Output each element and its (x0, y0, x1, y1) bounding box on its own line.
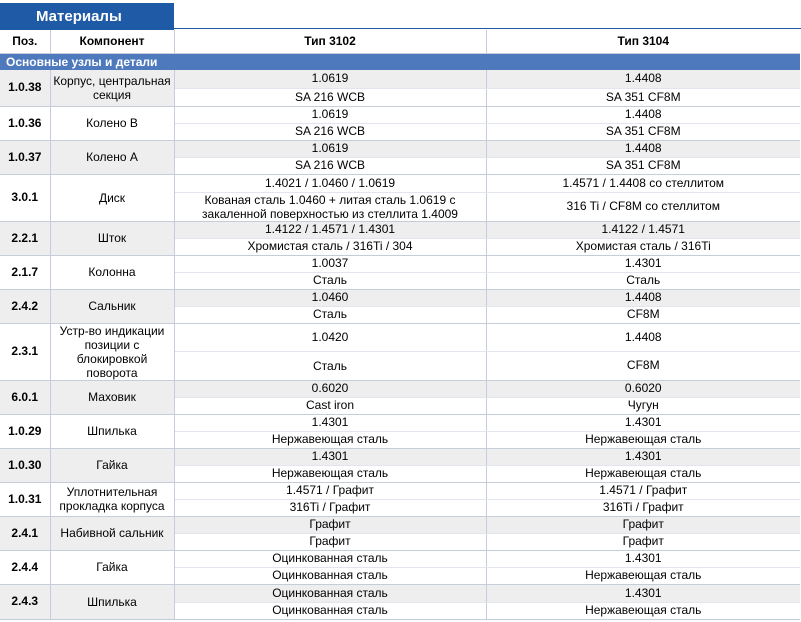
type-3104-material: Нержавеющая сталь (486, 465, 800, 482)
type-3104-material: CF8M (486, 352, 800, 381)
type-3102-material: Сталь (174, 352, 486, 381)
row-pos: 2.2.1 (0, 221, 50, 255)
type-3102-material: SA 216 WCB (174, 123, 486, 140)
type-3104-code: 1.4122 / 1.4571 (486, 221, 800, 238)
type-3104-code: 0.6020 (486, 380, 800, 397)
type-3104-material: SA 351 CF8M (486, 157, 800, 174)
row-component: Колено В (50, 106, 174, 140)
title-divider (174, 28, 801, 29)
table-row (0, 289, 800, 306)
type-3102-material: Сталь (174, 272, 486, 289)
table-row (0, 414, 800, 431)
type-3102-material: Хромистая сталь / 316Ti / 304 (174, 238, 486, 255)
header-pos: Поз. (0, 30, 50, 54)
row-component: Колено А (50, 140, 174, 174)
header-type-3102: Тип 3102 (174, 30, 486, 54)
type-3104-code: 1.4301 (486, 255, 800, 272)
type-3102-material: Графит (174, 533, 486, 550)
table-row (0, 380, 800, 397)
type-3104-code: 1.4301 (486, 584, 800, 602)
table-row (0, 550, 800, 567)
row-pos: 2.4.2 (0, 289, 50, 323)
type-3104-material: Нержавеющая сталь (486, 602, 800, 619)
type-3104-material: SA 351 CF8M (486, 123, 800, 140)
type-3102-code: Оцинкованная сталь (174, 550, 486, 567)
type-3102-material: Нержавеющая сталь (174, 465, 486, 482)
type-3102-material: Оцинкованная сталь (174, 602, 486, 619)
table-row (0, 174, 800, 192)
type-3102-material: Сталь (174, 306, 486, 323)
row-component: Шпилька (50, 414, 174, 448)
row-pos: 1.0.36 (0, 106, 50, 140)
type-3104-code: 1.4408 (486, 289, 800, 306)
header-component: Компонент (50, 30, 174, 54)
type-3104-code: 1.4408 (486, 106, 800, 123)
row-component: Гайка (50, 550, 174, 584)
table-row (0, 448, 800, 465)
type-3104-material: Хромистая сталь / 316Ti (486, 238, 800, 255)
type-3102-code: 1.4021 / 1.0460 / 1.0619 (174, 174, 486, 192)
row-component: Сальник (50, 289, 174, 323)
type-3104-material: Графит (486, 533, 800, 550)
type-3102-code: 1.0460 (174, 289, 486, 306)
type-3102-material: SA 216 WCB (174, 157, 486, 174)
row-component: Шток (50, 221, 174, 255)
row-component: Диск (50, 174, 174, 221)
type-3104-material: Нержавеющая сталь (486, 567, 800, 584)
type-3102-material: Кованая сталь 1.0460 + литая сталь 1.0619 с закаленной поверхностью из стеллита 1.4009 (174, 192, 486, 221)
type-3102-material: Cast iron (174, 397, 486, 414)
row-component: Гайка (50, 448, 174, 482)
row-pos: 2.3.1 (0, 323, 50, 380)
type-3102-material: Нержавеющая сталь (174, 431, 486, 448)
table-row (0, 221, 800, 238)
materials-table (0, 30, 800, 620)
table-row (0, 140, 800, 157)
type-3102-material: SA 216 WCB (174, 88, 486, 106)
row-pos: 1.0.31 (0, 482, 50, 516)
type-3104-material: 316 Ti / CF8M со стеллитом (486, 192, 800, 221)
type-3102-material: Оцинкованная сталь (174, 567, 486, 584)
type-3104-code: 1.4571 / Графит (486, 482, 800, 499)
type-3102-code: 1.0619 (174, 140, 486, 157)
row-pos: 1.0.38 (0, 70, 50, 106)
row-component: Уплотнительная прокладка корпуса (50, 482, 174, 516)
section-label: Основные узлы и детали (0, 54, 800, 71)
table-row (0, 106, 800, 123)
type-3104-material: Сталь (486, 272, 800, 289)
row-pos: 1.0.29 (0, 414, 50, 448)
table-row (0, 482, 800, 499)
row-component: Маховик (50, 380, 174, 414)
type-3104-code: 1.4408 (486, 70, 800, 88)
type-3102-code: Оцинкованная сталь (174, 584, 486, 602)
row-pos: 2.1.7 (0, 255, 50, 289)
page-title: Материалы (0, 3, 174, 30)
type-3104-material: CF8M (486, 306, 800, 323)
title-bar (0, 0, 801, 30)
type-3102-code: Графит (174, 516, 486, 533)
row-pos: 2.4.4 (0, 550, 50, 584)
table-row (0, 255, 800, 272)
row-pos: 2.4.3 (0, 584, 50, 619)
table-header-row (0, 30, 800, 54)
row-component: Колонна (50, 255, 174, 289)
type-3102-code: 1.0037 (174, 255, 486, 272)
type-3102-code: 1.4301 (174, 448, 486, 465)
row-pos: 3.0.1 (0, 174, 50, 221)
type-3104-material: Нержавеющая сталь (486, 431, 800, 448)
section-row (0, 54, 800, 71)
type-3104-material: SA 351 CF8M (486, 88, 800, 106)
row-pos: 6.0.1 (0, 380, 50, 414)
type-3102-code: 1.0619 (174, 70, 486, 88)
type-3104-material: 316Ti / Графит (486, 499, 800, 516)
table-row (0, 323, 800, 352)
table-row (0, 584, 800, 602)
type-3104-code: 1.4571 / 1.4408 со стеллитом (486, 174, 800, 192)
type-3102-code: 1.4571 / Графит (174, 482, 486, 499)
type-3104-code: 1.4408 (486, 323, 800, 352)
type-3102-code: 1.0619 (174, 106, 486, 123)
type-3102-code: 1.0420 (174, 323, 486, 352)
type-3102-code: 1.4122 / 1.4571 / 1.4301 (174, 221, 486, 238)
type-3104-code: 1.4301 (486, 414, 800, 431)
row-component: Корпус, центральная секция (50, 70, 174, 106)
type-3104-code: 1.4301 (486, 448, 800, 465)
row-component: Набивной сальник (50, 516, 174, 550)
table-row (0, 516, 800, 533)
type-3104-code: 1.4408 (486, 140, 800, 157)
row-pos: 2.4.1 (0, 516, 50, 550)
row-component: Устр-во индикации позиции с блокировкой поворота (50, 323, 174, 380)
type-3104-code: 1.4301 (486, 550, 800, 567)
row-pos: 1.0.37 (0, 140, 50, 174)
type-3102-material: 316Ti / Графит (174, 499, 486, 516)
type-3102-code: 1.4301 (174, 414, 486, 431)
row-component: Шпилька (50, 584, 174, 619)
header-type-3104: Тип 3104 (486, 30, 800, 54)
row-pos: 1.0.30 (0, 448, 50, 482)
type-3104-code: Графит (486, 516, 800, 533)
type-3104-material: Чугун (486, 397, 800, 414)
type-3102-code: 0.6020 (174, 380, 486, 397)
table-row (0, 70, 800, 88)
